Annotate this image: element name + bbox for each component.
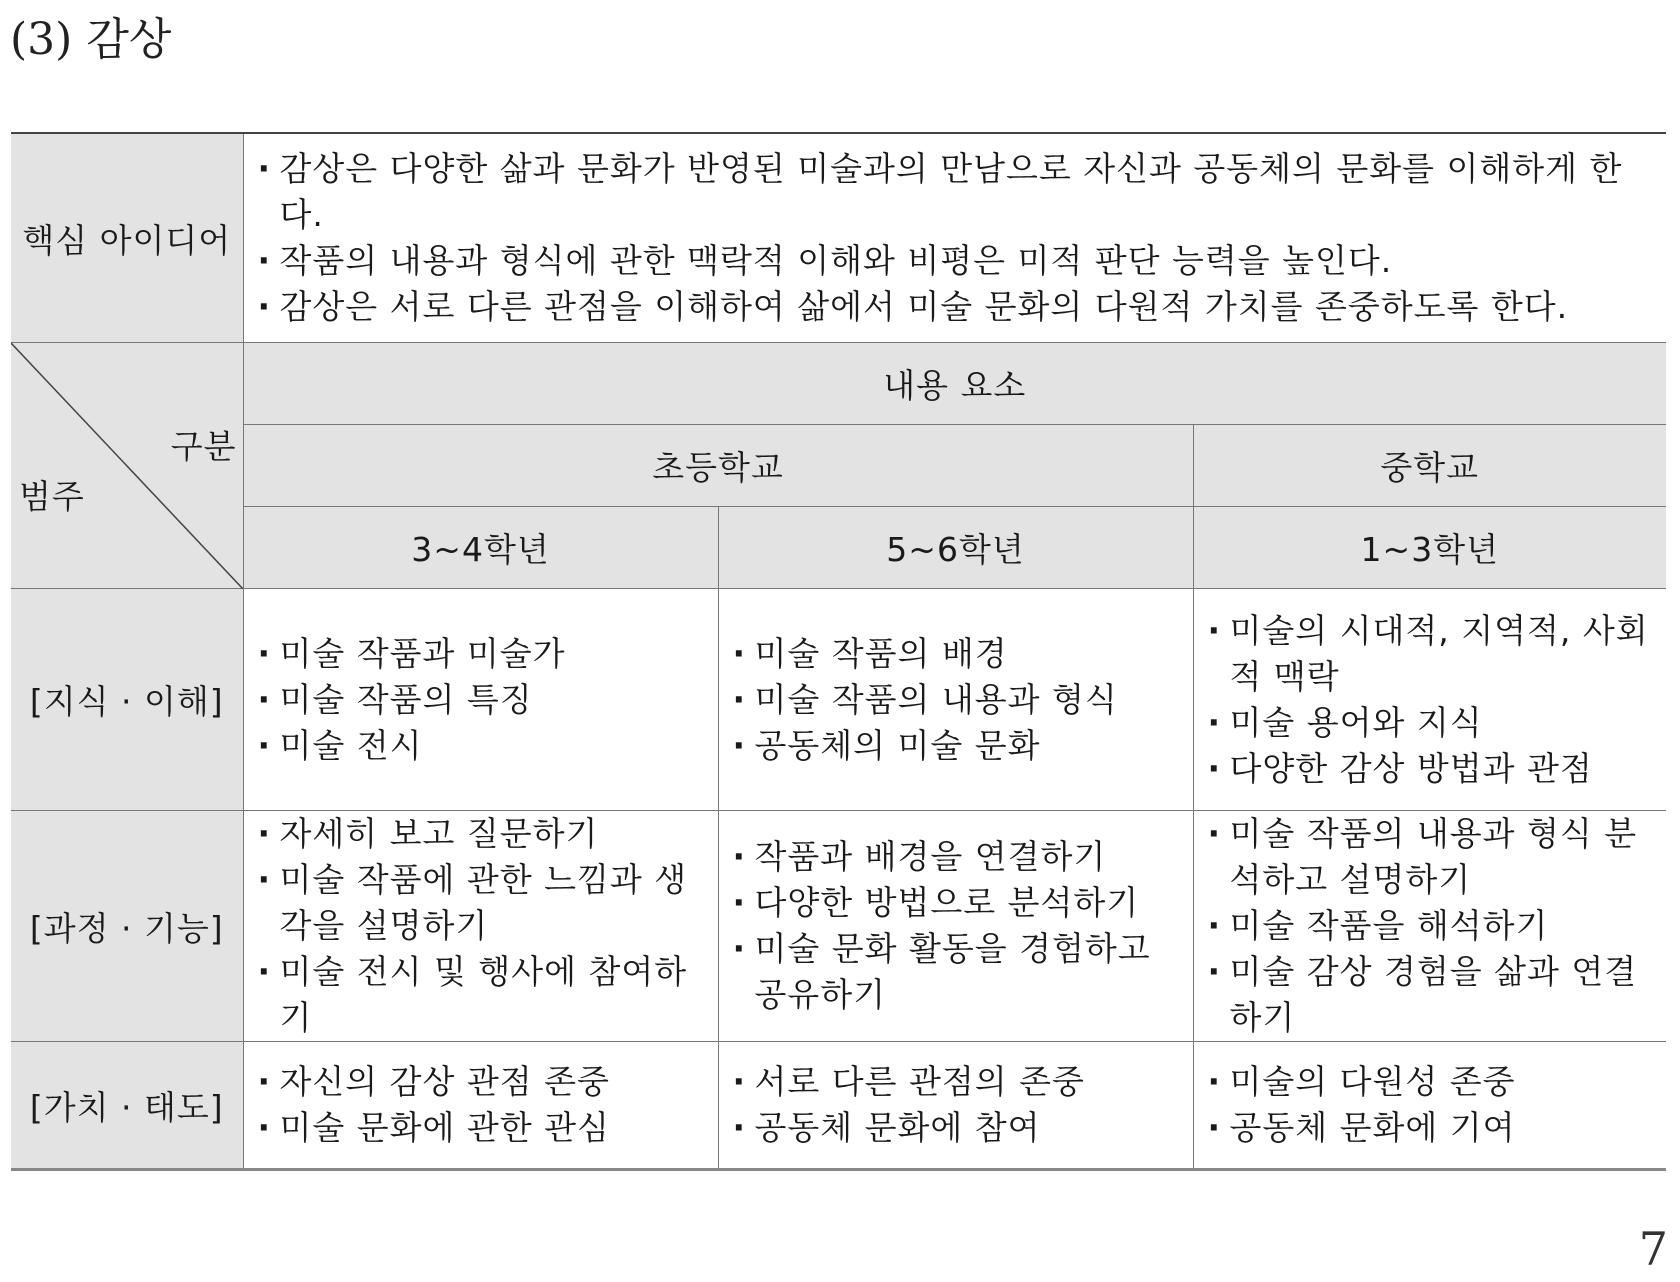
corner-label-category: 범주 <box>19 477 85 516</box>
category-process: [과정 · 기능] <box>11 811 243 1042</box>
list-item: · 미술 문화 활동을 경험하고 공유하기 <box>755 926 1185 1018</box>
header-grade-5-6: 5~6학년 <box>718 507 1193 589</box>
list-item: · 공동체 문화에 기여 <box>1230 1105 1659 1151</box>
list-item: · 다양한 감상 방법과 관점 <box>1230 746 1659 792</box>
category-knowledge: [지식 · 이해] <box>11 589 243 811</box>
header-content-elements: 내용 요소 <box>243 343 1666 425</box>
list-item: · 미술 작품과 미술가 <box>280 631 710 677</box>
list-item: · 미술의 시대적, 지역적, 사회적 맥락 <box>1230 608 1659 700</box>
list-item: · 미술의 다원성 존중 <box>1230 1059 1659 1105</box>
list-item: · 미술 작품의 배경 <box>755 631 1185 677</box>
curriculum-table <box>11 132 1666 1171</box>
list-item: · 자신의 감상 관점 존중 <box>280 1059 710 1105</box>
row-process <box>11 811 1666 1042</box>
values-grade-3-4 <box>243 1042 718 1170</box>
list-item: · 미술 작품의 특징 <box>280 677 710 723</box>
header-grade-3-4: 3~4학년 <box>243 507 718 589</box>
page-number: 7 <box>1638 1222 1668 1276</box>
list-item: · 미술 용어와 지식 <box>1230 700 1659 746</box>
category-values: [가치 · 태도] <box>11 1042 243 1170</box>
values-grade-1-3 <box>1193 1042 1666 1170</box>
list-item: · 공동체의 미술 문화 <box>755 723 1185 769</box>
list-item: · 미술 감상 경험을 삶과 연결하기 <box>1230 949 1659 1041</box>
list-item: · 공동체 문화에 참여 <box>755 1105 1185 1151</box>
header-row-school <box>11 425 1666 507</box>
core-idea-row <box>11 133 1666 343</box>
list-item: · 서로 다른 관점의 존중 <box>755 1059 1185 1105</box>
list-item: · 미술 작품을 해석하기 <box>1230 903 1659 949</box>
header-elementary: 초등학교 <box>243 425 1193 507</box>
core-idea-list <box>244 134 1667 342</box>
corner-label-division: 구분 <box>170 427 237 466</box>
header-middle: 중학교 <box>1193 425 1666 507</box>
knowledge-grade-3-4 <box>243 589 718 811</box>
corner-header <box>11 343 243 589</box>
knowledge-grade-5-6 <box>718 589 1193 811</box>
header-row-content-elements <box>11 343 1666 425</box>
list-item: · 미술 작품의 내용과 형식 분석하고 설명하기 <box>1230 811 1659 903</box>
core-idea-item: · 감상은 서로 다른 관점을 이해하여 삶에서 미술 문화의 다원적 가치를 존중하도록 한다. <box>280 284 1659 330</box>
core-idea-content <box>243 133 1666 343</box>
list-item: · 자세히 보고 질문하기 <box>280 811 710 857</box>
values-grade-5-6 <box>718 1042 1193 1170</box>
header-row-grade <box>11 507 1666 589</box>
core-idea-item: · 작품의 내용과 형식에 관한 맥락적 이해와 비평은 미적 판단 능력을 높인다. <box>280 238 1659 284</box>
list-item: · 미술 작품에 관한 느낌과 생각을 설명하기 <box>280 857 710 949</box>
core-idea-item: · 감상은 다양한 삶과 문화가 반영된 미술과의 만남으로 자신과 공동체의 문화를 이해하게 한다. <box>280 146 1659 238</box>
list-item: · 미술 전시 <box>280 723 710 769</box>
section-title: (3) 감상 <box>10 14 172 65</box>
process-grade-3-4 <box>243 811 718 1042</box>
list-item: · 미술 작품의 내용과 형식 <box>755 677 1185 723</box>
knowledge-grade-1-3 <box>1193 589 1666 811</box>
list-item: · 미술 문화에 관한 관심 <box>280 1105 710 1151</box>
list-item: · 미술 전시 및 행사에 참여하기 <box>280 949 710 1041</box>
process-grade-1-3 <box>1193 811 1666 1042</box>
list-item: · 다양한 방법으로 분석하기 <box>755 880 1185 926</box>
list-item: · 작품과 배경을 연결하기 <box>755 834 1185 880</box>
row-values <box>11 1042 1666 1170</box>
header-grade-1-3: 1~3학년 <box>1193 507 1666 589</box>
row-knowledge <box>11 589 1666 811</box>
core-idea-label: 핵심 아이디어 <box>11 133 243 343</box>
process-grade-5-6 <box>718 811 1193 1042</box>
